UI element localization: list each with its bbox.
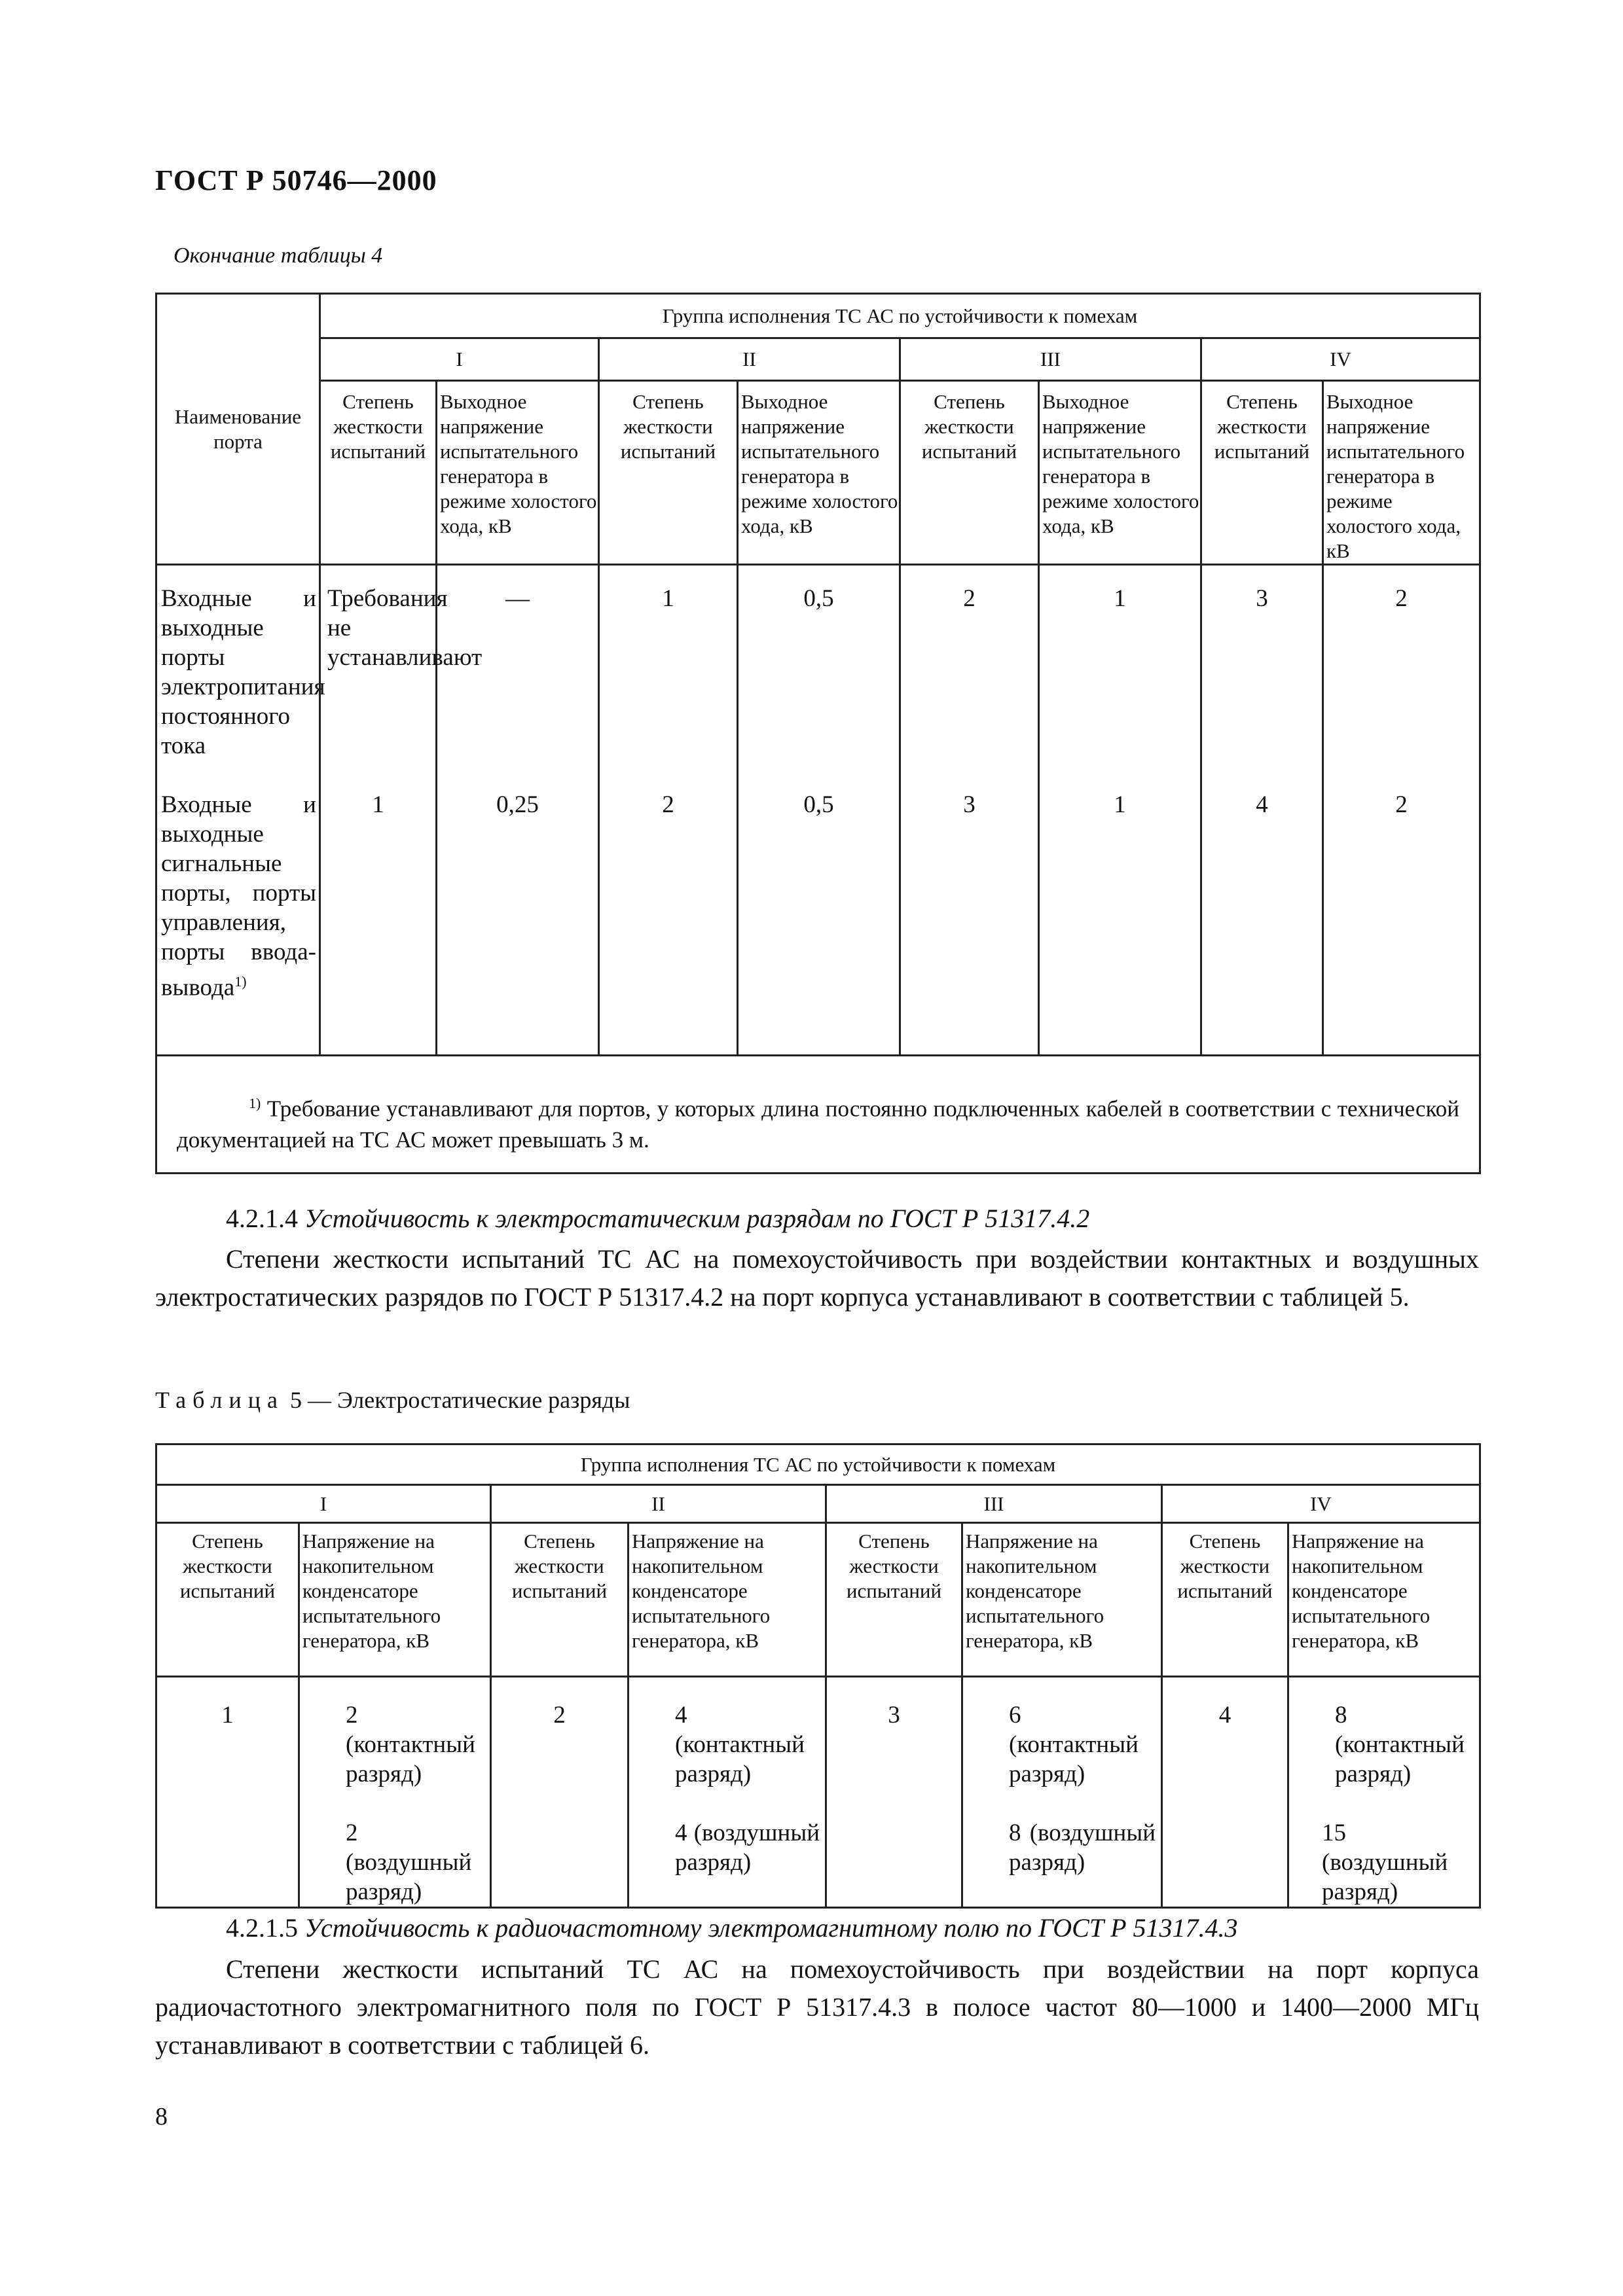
document-header: ГОСТ Р 50746—2000 <box>155 164 437 196</box>
table4-footnote <box>156 1056 1480 1174</box>
air-discharge-value: 4 (воздушный разряд) <box>675 1820 820 1876</box>
table5-degree-value: 1 <box>156 1677 299 1908</box>
air-discharge-value: 8 (воздушный разряд) <box>1009 1820 1156 1876</box>
table5-caption <box>155 1386 630 1414</box>
table4-col-4 <box>738 565 900 1056</box>
table4-degree-header: Степень жесткости испытаний <box>599 381 738 565</box>
value-cell: 2 <box>1395 585 1408 612</box>
table5-group-iii: III <box>826 1485 1162 1523</box>
table5-group-ii: II <box>491 1485 826 1523</box>
table4-group-iv: IV <box>1201 338 1480 381</box>
footnote-mark: 1) <box>249 1095 261 1111</box>
table5-degree-value: 2 <box>491 1677 629 1908</box>
table4-col-5 <box>900 565 1039 1056</box>
table5-voltage-header: Напряжение на накопительном конденсаторе испытательного генератора, кВ <box>1288 1523 1480 1677</box>
value-cell: Требования не устанавливают <box>327 585 483 671</box>
caption-number: 5 <box>289 1387 302 1413</box>
table4-col-3 <box>599 565 738 1056</box>
table5-group-i: I <box>156 1485 491 1523</box>
page-number: 8 <box>155 2103 168 2130</box>
air-discharge-value: 15 (воздушный разряд) <box>1322 1820 1448 1905</box>
value-cell: 0,25 <box>496 791 539 818</box>
table4-port-header <box>156 294 320 565</box>
table5-voltage-cell <box>629 1677 826 1908</box>
contact-discharge-value: 6 (контактный разряд) <box>1009 1702 1139 1787</box>
table4-col-7 <box>1201 565 1323 1056</box>
table5-voltage-header: Напряжение на накопительном конденсаторе испытательного генератора, кВ <box>299 1523 491 1677</box>
value-cell: 1 <box>662 585 674 612</box>
port-signal-label: Входные и выходные сигнальные порты, порты управления, порты ввода-вывода <box>161 791 316 1001</box>
footnote-text: Требование устанавливают для портов, у которых длина постоянно подключенных кабелей в соответствии с технической документацией на ТС АС может превышать 3 м. <box>177 1096 1460 1153</box>
caption-title: — Электростатические разряды <box>301 1387 630 1413</box>
table4 <box>155 293 1481 1174</box>
table5-group-iv: IV <box>1162 1485 1480 1523</box>
table4-col-1 <box>320 565 483 1056</box>
contact-discharge-value: 2 (контактный разряд) <box>346 1702 475 1787</box>
value-cell: 1 <box>1114 585 1126 612</box>
table4-voltage-header: Выходное напряжение испытательного генератора в режиме холостого хода, кВ <box>1039 381 1201 565</box>
value-cell: 0,5 <box>803 791 834 818</box>
table4-group-iii: III <box>900 338 1201 381</box>
table5-degree-value: 3 <box>826 1677 962 1908</box>
contact-discharge-value: 4 (контактный разряд) <box>675 1702 805 1787</box>
contact-discharge-value: 8 (контактный разряд) <box>1335 1702 1465 1787</box>
value-cell: 3 <box>1256 585 1268 612</box>
table4-degree-header: Степень жесткости испытаний <box>900 381 1039 565</box>
port-header-label: Наименование порта <box>174 404 302 453</box>
table4-voltage-header: Выходное напряжение испытательного генератора в режиме холостого хода, кВ <box>738 381 900 565</box>
table5-degree-header: Степень жесткости испытаний <box>156 1523 299 1677</box>
section-title: Устойчивость к электростатическим разрядам по ГОСТ Р 51317.4.2 <box>304 1204 1090 1233</box>
value-cell: 2 <box>1395 791 1408 818</box>
table5 <box>155 1443 1481 1909</box>
table4-degree-header: Степень жесткости испытаний <box>320 381 437 565</box>
table5-voltage-cell <box>962 1677 1162 1908</box>
port-dc-power: Входные и выходные порты электропитания постоянного тока <box>161 585 325 759</box>
table5-degree-header: Степень жесткости испытаний <box>491 1523 629 1677</box>
table5-voltage-header: Напряжение на накопительном конденсаторе испытательного генератора, кВ <box>629 1523 826 1677</box>
value-cell: 3 <box>963 791 976 818</box>
value-cell: — <box>505 585 530 612</box>
table5-degree-header: Степень жесткости испытаний <box>826 1523 962 1677</box>
table4-col-2 <box>437 565 599 1056</box>
section-number: 4.2.1.5 <box>226 1913 298 1943</box>
table4-caption: Окончание таблицы 4 <box>173 243 383 268</box>
value-cell: 0,5 <box>803 585 834 612</box>
value-cell: 2 <box>963 585 976 612</box>
value-cell: 1 <box>1114 791 1126 818</box>
port-signal <box>157 790 319 1002</box>
section-4215-heading <box>226 1912 1238 1943</box>
footnote-ref: 1) <box>234 973 247 990</box>
value-cell: 1 <box>372 791 384 818</box>
section-4214-heading <box>226 1203 1089 1234</box>
section-4215-text: Степени жесткости испытаний ТС АС на помехоустойчивость при воздействии на порт корпуса радиочастотного электромагнитного поля по ГОСТ Р 51317.4.3 в полосе частот 80—1000 и 1400—2000 МГц устанавливают в соответствии с таблицей 6. <box>155 1954 1479 2060</box>
caption-label: Таблица <box>155 1387 284 1413</box>
table5-group-title: Группа исполнения ТС АС по устойчивости к помехам <box>156 1444 1480 1485</box>
table5-voltage-header: Напряжение на накопительном конденсаторе испытательного генератора, кВ <box>962 1523 1162 1677</box>
table4-group-title: Группа исполнения ТС АС по устойчивости к помехам <box>320 294 1480 338</box>
table4-col-6 <box>1039 565 1201 1056</box>
table5-voltage-cell <box>299 1677 491 1908</box>
section-title: Устойчивость к радиочастотному электромагнитному полю по ГОСТ Р 51317.4.3 <box>304 1913 1238 1943</box>
table4-col-8 <box>1323 565 1480 1056</box>
table4-group-ii: II <box>599 338 900 381</box>
table5-degree-header: Степень жесткости испытаний <box>1162 1523 1288 1677</box>
air-discharge-value: 2 (воздушный разряд) <box>346 1820 472 1905</box>
table4-group-i: I <box>320 338 599 381</box>
value-cell: 4 <box>1256 791 1268 818</box>
table4-port-cell <box>156 565 325 1056</box>
table4-voltage-header: Выходное напряжение испытательного генератора в режиме холостого хода, кВ <box>1323 381 1480 565</box>
section-number: 4.2.1.4 <box>226 1204 298 1233</box>
section-4214-text: Степени жесткости испытаний ТС АС на помехоустойчивость при воздействии контактных и воздушных электростатических разрядов по ГОСТ Р 51317.4.2 на порт корпуса устанавливают в соответствии с таблицей 5. <box>155 1244 1479 1312</box>
table4-voltage-header: Выходное напряжение испытательного генератора в режиме холостого хода, кВ <box>437 381 599 565</box>
value-cell: 2 <box>662 791 674 818</box>
table5-voltage-cell <box>1288 1677 1480 1908</box>
table5-degree-value: 4 <box>1162 1677 1288 1908</box>
table4-degree-header: Степень жесткости испытаний <box>1201 381 1323 565</box>
